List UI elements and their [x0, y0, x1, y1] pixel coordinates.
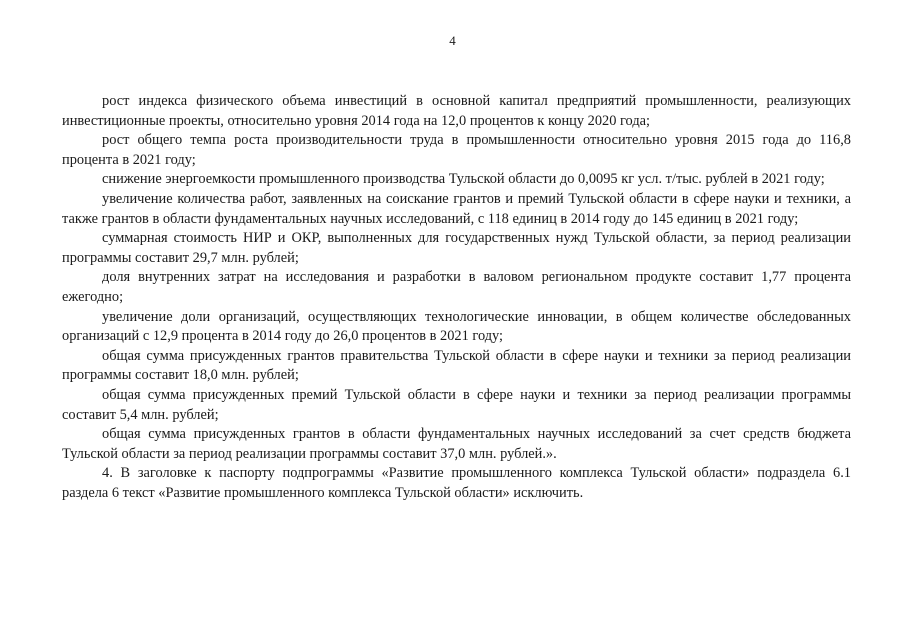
paragraph-rnd-cost: суммарная стоимость НИР и ОКР, выполненных для государственных нужд Тульской области, за период реализации программы составит 29,7 млн. рублей; — [62, 230, 851, 266]
paragraph-government-grants: общая сумма присужденных грантов правительства Тульской области в сфере науки и техники за период реализации программы составит 18,0 млн. рублей; — [62, 347, 851, 384]
paragraph-investment-index: рост индекса физического объема инвестиций в основной капитал предприятий промышленности, реализующих инвестиционные проекты, относительно уровня 2014 года на 12,0 процентов к концу 2020 года; — [62, 93, 851, 129]
paragraph-labor-productivity: рост общего темпа роста производительности труда в промышленности относительно уровня 2015 года до 116,8 процента в 2021 году; — [62, 132, 851, 168]
paragraph-fundamental-research-grants: общая сумма присужденных грантов в области фундаментальных научных исследований за счет средств бюджета Тульской области за период реализации программы составит 37,0 млн. рублей.». — [62, 426, 851, 462]
paragraph-grant-applications: увеличение количества работ, заявленных на соискание грантов и премий Тульской области в сфере науки и техники, а также грантов в области фундаментальных научных исследований, с 118 единиц в 2014 году до 145 единиц в 2021 году; — [62, 190, 851, 227]
paragraph-energy-intensity: снижение энергоемкости промышленного производства Тульской области до 0,0095 кг усл. т/тыс. рублей в 2021 году; — [102, 171, 825, 188]
document-body — [62, 92, 851, 503]
paragraph-rnd-share: доля внутренних затрат на исследования и разработки в валовом региональном продукте составит 1,77 процента ежегодно; — [62, 269, 851, 305]
page-number: 4 — [449, 33, 456, 48]
paragraph-innovating-organizations: увеличение доли организаций, осуществляющих технологические инновации, в общем количестве обследованных организаций с 12,9 процента в 2014 году до 26,0 процентов в 2021 году; — [62, 308, 851, 345]
paragraph-amendment-item-4: 4. В заголовке к паспорту подпрограммы «Развитие промышленного комплекса Тульской области» подраздела 6.1 раздела 6 текст «Развитие промышленного комплекса Тульской области» исключить. — [62, 465, 851, 501]
paragraph-regional-prizes: общая сумма присужденных премий Тульской области в сфере науки и техники за период реализации программы составит 5,4 млн. рублей; — [62, 386, 851, 423]
